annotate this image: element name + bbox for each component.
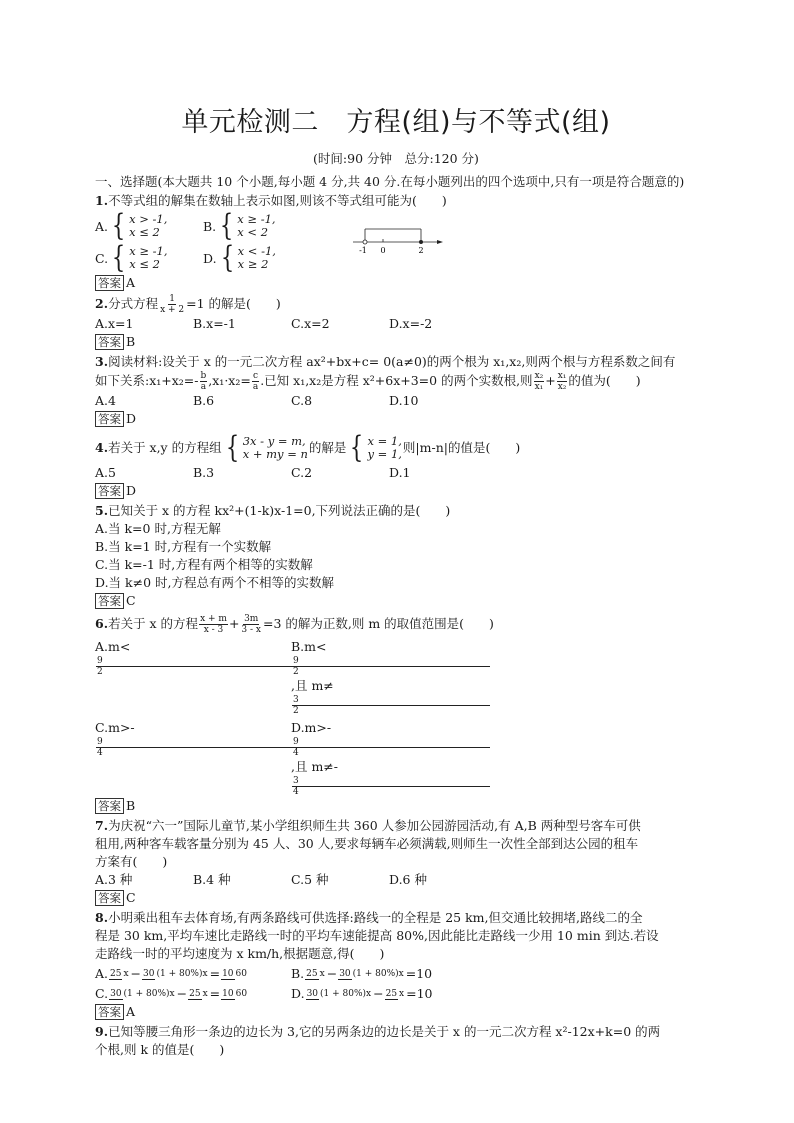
fraction (159, 294, 185, 315)
answer-value: D (126, 411, 137, 426)
numerator: 25 (385, 989, 398, 999)
question-2 (95, 294, 697, 315)
question-number: 3. (95, 354, 109, 369)
option-text: =10 (405, 966, 433, 981)
system-row: x < 2 (237, 225, 269, 239)
question-text: 已知关于 x 的方程 kx²+(1-k)x-1=0,下列说法正确的是( ) (108, 503, 451, 518)
question-text: 走路线一时的平均速度为 x km/h,根据题意,得( ) (95, 946, 385, 961)
closed-point-marker (419, 240, 423, 244)
answer-value: D (126, 483, 137, 498)
question-number: 8. (95, 910, 109, 925)
inequality-system (109, 208, 168, 243)
left-brace-icon: { (111, 208, 126, 243)
option-a (95, 208, 203, 243)
option-text: B.m< (291, 639, 327, 654)
question-7 (95, 817, 697, 835)
option-label: A. (95, 218, 109, 234)
denominator: x (319, 969, 325, 979)
question-6 (95, 614, 697, 635)
solution-system (347, 430, 402, 465)
answer-row (95, 482, 697, 500)
option-d (291, 985, 433, 1003)
question-text: 小明乘出租车去体育场,有两条路线可供选择:路线一的全程是 25 km,但交通比较拥堵,路线二的全 (108, 910, 643, 925)
option-c: C.当 k=-1 时,方程有两个相等的实数解 (95, 557, 313, 572)
option-a (95, 638, 291, 716)
question-text: =1 的解是( ) (186, 296, 281, 311)
question-4 (95, 432, 697, 464)
fraction (252, 371, 259, 392)
fraction (557, 371, 568, 392)
fraction (338, 969, 405, 980)
denominator: (1 + 80%)x (123, 989, 175, 999)
numerator: 9 (96, 737, 294, 748)
answer-value: A (126, 1004, 136, 1019)
q3-options (95, 392, 697, 410)
q6-options-row-1 (95, 638, 697, 716)
numerator: 10 (222, 969, 234, 979)
denominator: 4 (293, 748, 299, 758)
option-label: D. (203, 250, 217, 266)
fraction (221, 969, 248, 980)
question-text: =3 的解为正数,则 m 的取值范围是( ) (263, 616, 494, 631)
denominator: x₁ (534, 382, 544, 392)
question-number: 7. (95, 818, 109, 833)
q6-options-row-2 (95, 719, 697, 797)
denominator: x (399, 989, 405, 999)
option-c: C.2 (291, 465, 313, 480)
option-c: C.x=2 (291, 316, 330, 331)
system-row: x ≥ 2 (237, 257, 269, 271)
operator: + (545, 373, 556, 388)
option-b (291, 965, 432, 983)
numerator: 9 (292, 737, 490, 748)
system-row: x ≤ 2 (129, 257, 160, 271)
numerator: x₁ (557, 371, 567, 381)
answer-row (95, 592, 697, 610)
option-b (203, 208, 311, 243)
option-text: =10 (406, 986, 433, 1001)
system-row: 3x - y = m, (242, 434, 306, 448)
question-text: 为庆祝“六一”国际儿童节,某小学组织师生共 360 人参加公园游园活动,有 A,B 两种型号客车可供 (108, 818, 641, 833)
answer-row (95, 889, 697, 907)
option-label: C. (95, 250, 109, 266)
answer-value: C (126, 593, 136, 608)
option-a: A.5 (95, 465, 116, 480)
numerator: 30 (110, 989, 122, 999)
q8-options-row-1 (95, 965, 697, 983)
left-brace-icon: { (111, 240, 126, 275)
answer-value: A (126, 275, 136, 290)
answer-badge: 答案 (95, 798, 124, 814)
page-title: 单元检测二 方程(组)与不等式(组) (181, 107, 611, 138)
question-text: 的解是 (308, 440, 347, 455)
option-b: B.x=-1 (193, 316, 236, 331)
answer-badge: 答案 (95, 275, 124, 291)
fraction (96, 737, 292, 758)
fraction (96, 656, 292, 677)
fraction (142, 969, 209, 980)
option-b: B.4 种 (193, 872, 231, 887)
fraction (221, 989, 248, 1000)
question-number: 2. (95, 296, 109, 311)
system-row: x ≥ -1, (237, 212, 276, 226)
inequality-system (109, 240, 168, 275)
option-d: D.当 k≠0 时,方程总有两个不相等的实数解 (95, 575, 334, 590)
fraction (305, 969, 326, 980)
fraction (534, 371, 545, 392)
tick-label: 0 (380, 246, 386, 255)
answer-badge: 答案 (95, 483, 124, 499)
answer-row (95, 797, 697, 815)
question-number: 5. (95, 503, 109, 518)
inequality-system (217, 208, 276, 243)
answer-row (95, 1003, 697, 1021)
answer-row (95, 274, 697, 292)
option-b: B.3 (193, 465, 215, 480)
question-text: 则|m-n|的值是( ) (402, 440, 521, 455)
numerator: 25 (189, 989, 201, 999)
number-line-figure (353, 225, 443, 255)
question-text: 若关于 x 的方程 (108, 616, 199, 631)
arrow-icon (437, 240, 443, 244)
numerator: 10 (222, 989, 234, 999)
q4-options (95, 464, 697, 482)
open-point-marker (363, 240, 367, 244)
option-text: A.m< (95, 639, 131, 654)
numerator: 30 (306, 989, 319, 999)
question-text: 阅读材料:设关于 x 的一元二次方程 ax²+bx+c= 0(a≠0)的两个根为 x₁,x₂,则两个根与方程系数之间有 (108, 354, 676, 369)
question-text: 若关于 x,y 的方程组 (108, 440, 222, 455)
question-text: 方案有( ) (95, 854, 168, 869)
numerator: 30 (143, 969, 155, 979)
q8-options-row-2 (95, 985, 697, 1003)
option-c (95, 240, 203, 275)
operator: − (130, 966, 142, 981)
option-d: D.10 (389, 393, 419, 408)
numerator: 3 (292, 776, 490, 787)
option-c (95, 719, 291, 797)
answer-row (95, 410, 697, 428)
answer-badge: 答案 (95, 890, 124, 906)
answer-badge: 答案 (95, 1004, 124, 1020)
option-a: A.x=1 (95, 316, 134, 331)
denominator: x₂ (557, 382, 567, 392)
denominator: 60 (235, 989, 248, 999)
answer-row (95, 333, 697, 351)
question-9 (95, 1023, 697, 1041)
question-1 (95, 192, 697, 210)
denominator: a (252, 382, 259, 392)
fraction (200, 371, 208, 392)
question-3-line-2 (95, 371, 697, 392)
option-d (203, 240, 311, 275)
question-3 (95, 353, 697, 371)
denominator: a (200, 382, 207, 392)
numerator: c (252, 371, 259, 381)
question-5 (95, 502, 697, 520)
option-label: B. (291, 966, 305, 981)
numerator: 1 (169, 294, 175, 304)
operator: = (209, 986, 221, 1001)
option-a: A.当 k=0 时,方程无解 (95, 521, 221, 536)
fraction (292, 776, 488, 797)
numerator: 25 (306, 969, 318, 979)
numerator: 3m (244, 614, 259, 624)
denominator: (1 + 80%)x (320, 989, 372, 999)
option-d (291, 719, 487, 797)
inequality-system (218, 240, 276, 275)
option-text: C.m>- (95, 720, 135, 735)
option-d: D.1 (389, 465, 411, 480)
system-row: y = 1, (367, 447, 402, 461)
numerator: 30 (339, 969, 351, 979)
fraction (109, 969, 130, 980)
tick-label: 2 (418, 246, 424, 255)
option-b: B.当 k=1 时,方程有一个实数解 (95, 539, 272, 554)
fraction (385, 989, 406, 1000)
denominator: 4 (97, 748, 103, 758)
operator: + (228, 616, 240, 631)
left-brace-icon: { (350, 430, 364, 465)
numerator: 9 (292, 656, 490, 667)
question-number: 6. (95, 616, 109, 631)
question-text: 已知等腰三角形一条边的边长为 3,它的另两条边的边长是关于 x 的一元二次方程 x²-12x+k=0 的两 (108, 1024, 661, 1039)
fraction (292, 656, 488, 677)
left-brace-icon: { (220, 208, 234, 243)
question-text: .已知 x₁,x₂是方程 x²+6x+3=0 的两个实数根,则 (260, 373, 533, 388)
answer-value: C (126, 890, 136, 905)
operator: = (209, 966, 221, 981)
option-b: B.6 (193, 393, 215, 408)
equation-system (223, 430, 308, 465)
option-c: C.8 (291, 393, 313, 408)
question-text: 个根,则 k 的值是( ) (95, 1042, 225, 1057)
answer-value: B (126, 334, 136, 349)
question-number: 9. (95, 1024, 109, 1039)
option-text: ,且 m≠ (291, 678, 334, 693)
question-number: 1. (95, 193, 109, 208)
denominator: (1 + 80%)x (352, 969, 404, 979)
system-row: x < -1, (237, 244, 276, 258)
denominator: 2 (293, 706, 299, 716)
option-a (95, 965, 291, 983)
answer-badge: 答案 (95, 334, 124, 350)
system-row: x ≥ -1, (129, 244, 168, 258)
denominator: (1 + 80%)x (156, 969, 208, 979)
fraction (292, 737, 488, 758)
denominator: 2 (97, 667, 103, 677)
numerator: b (200, 371, 207, 381)
question-number: 4. (95, 440, 109, 455)
question-text: 分式方程 (108, 296, 159, 311)
fraction (306, 989, 373, 1000)
numerator: x + m (200, 614, 227, 624)
option-label: A. (95, 966, 109, 981)
denominator: x + 2 (160, 305, 185, 315)
denominator: 60 (235, 969, 247, 979)
system-row: x ≤ 2 (129, 225, 160, 239)
fraction (292, 695, 488, 716)
left-brace-icon: { (225, 430, 239, 465)
denominator: x - 3 (203, 625, 224, 635)
fraction (188, 989, 209, 1000)
system-row: x = 1, (367, 434, 402, 448)
option-d: D.x=-2 (389, 316, 433, 331)
question-text: 不等式组的解集在数轴上表示如图,则该不等式组可能为( ) (108, 193, 447, 208)
option-a: A.4 (95, 393, 116, 408)
operator: − (176, 986, 188, 1001)
denominator: 3 - x (241, 625, 261, 635)
tick-label: -1 (359, 246, 367, 255)
option-text: D.m>- (291, 720, 332, 735)
option-label: D. (291, 986, 305, 1001)
left-brace-icon: { (220, 240, 234, 275)
answer-badge: 答案 (95, 593, 124, 609)
fraction (199, 614, 228, 635)
q2-options (95, 315, 697, 333)
fraction (240, 614, 262, 635)
option-label: B. (203, 218, 217, 234)
option-c (95, 985, 291, 1003)
answer-badge: 答案 (95, 411, 124, 427)
option-label: C. (95, 986, 109, 1001)
system-row: x > -1, (129, 212, 168, 226)
denominator: x (202, 989, 208, 999)
section-heading: 一、选择题(本大题共 10 个小题,每小题 4 分,共 40 分.在每小题列出的四个选项中,只有一项是符合题意的) (95, 174, 685, 189)
q7-options (95, 871, 697, 889)
question-text: ,x₁·x₂= (208, 373, 251, 388)
fraction (109, 989, 176, 1000)
option-a: A.3 种 (95, 872, 133, 887)
question-text: 程是 30 km,平均车速比走路线一时的平均车速能提高 80%,因此能比走路线一少用 10 min 到达.若设 (95, 928, 659, 943)
question-text: 的值为( ) (568, 373, 641, 388)
denominator: 4 (293, 787, 299, 797)
question-8 (95, 909, 697, 927)
question-text: 如下关系:x₁+x₂=- (95, 373, 199, 388)
option-d: D.6 种 (389, 872, 427, 887)
option-text: ,且 m≠- (291, 759, 338, 774)
numerator: 25 (110, 969, 122, 979)
numerator: 3 (292, 695, 490, 706)
option-b (291, 638, 487, 716)
page-subtitle: (时间:90 分钟 总分:120 分) (313, 151, 479, 166)
operator: − (373, 986, 384, 1001)
option-c: C.5 种 (291, 872, 329, 887)
question-text: 租用,两种客车载客量分别为 45 人、30 人,要求每辆车必须满载,则师生一次性全部到达公园的租车 (95, 836, 639, 851)
denominator: 2 (293, 667, 299, 677)
operator: − (326, 966, 338, 981)
answer-value: B (126, 798, 136, 813)
denominator: x (123, 969, 129, 979)
system-row: x + my = n (242, 447, 308, 461)
numerator: 9 (96, 656, 294, 667)
numerator: x₂ (534, 371, 544, 381)
